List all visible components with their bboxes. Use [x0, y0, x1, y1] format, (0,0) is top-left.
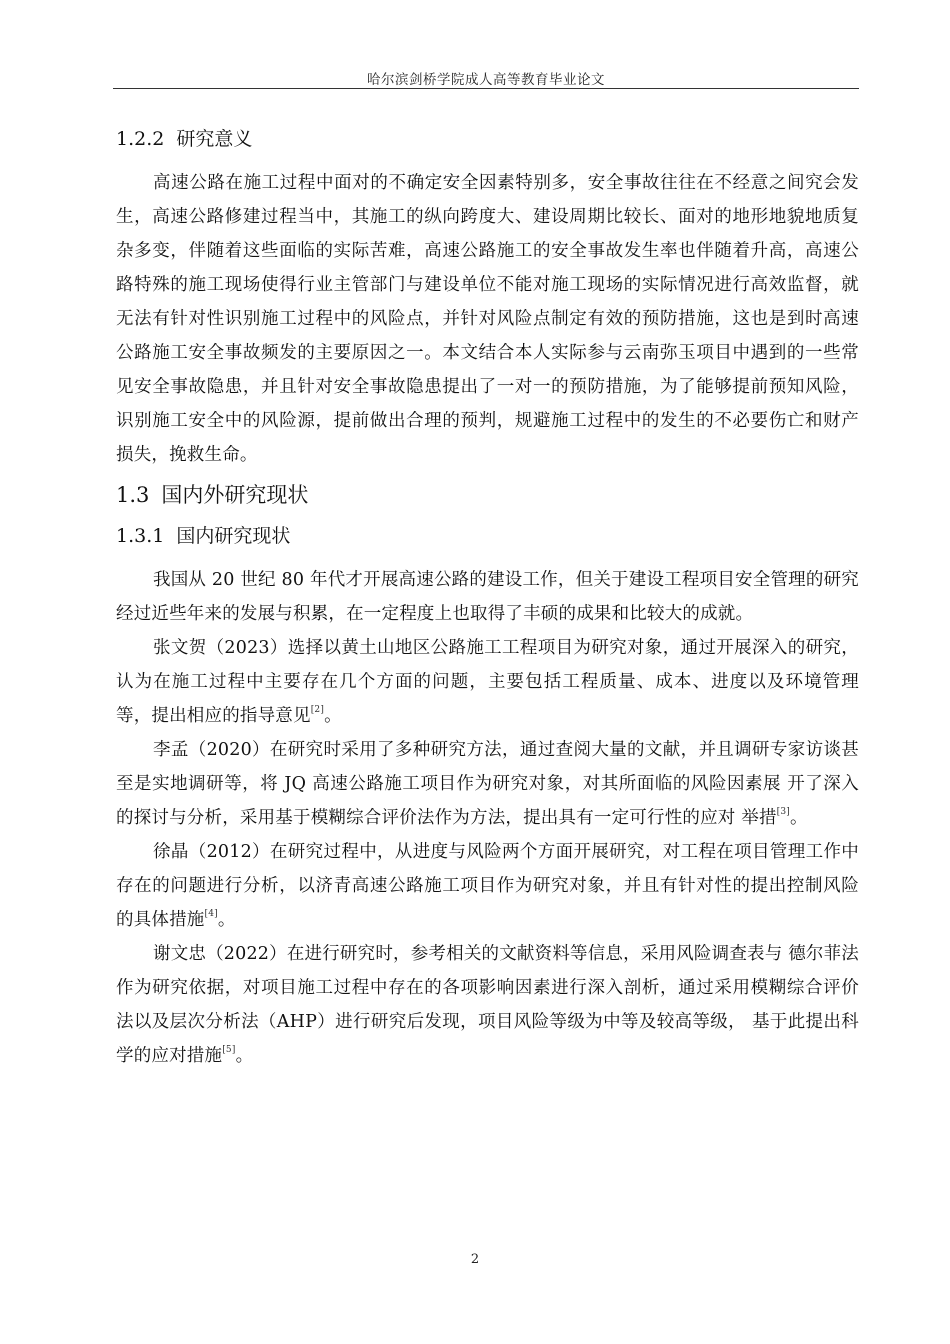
paragraph-text: 我国从 20 世纪 80 年代才开展高速公路的建设工作，但关于建设工程项目安全管理的研究经过近些年来的发展与积累，在一定程度上也取得了丰硕的成果和比较大的成就。	[116, 570, 859, 624]
paragraph-text: 徐晶（2012）在研究过程中，从进度与风险两个方面开展研究，对工程在项目管理工作中存在的问题进行分析，以济青高速公路施工项目作为研究对象，并且有针对性的提出控制风险的具体措施	[116, 842, 859, 930]
paragraph	[116, 631, 859, 733]
paragraph-text: 张文贺（2023）选择以黄土山地区公路施工工程项目为研究对象，通过开展深入的研究，认为在施工过程中主要存在几个方面的问题，主要包括工程质量、成本、进度以及环境管理等，提出相应的指导意见	[116, 638, 859, 726]
paragraph-tail: 。	[324, 706, 342, 726]
page-body	[116, 126, 859, 1073]
header-rule	[113, 88, 859, 89]
section-heading-1-3-1	[116, 523, 859, 549]
citation-ref: [3]	[776, 807, 791, 817]
paragraph-tail: 。	[790, 808, 808, 828]
paragraph	[116, 733, 859, 835]
paragraph	[116, 563, 859, 631]
page-header: 哈尔滨剑桥学院成人高等教育毕业论文	[367, 72, 605, 88]
paragraph-text: 李孟（2020）在研究时采用了多种研究方法，通过查阅大量的文献，并且调研专家访谈甚至是实地调研等，将 JQ 高速公路施工项目作为研究对象，对其所面临的风险因素展 开了深入的探讨与分析，采用基于模糊综合评价法作为方法，提出具有一定可行性的应对 举措	[116, 740, 859, 828]
citation-ref: [5]	[222, 1045, 236, 1055]
paragraph	[116, 835, 859, 937]
paragraph	[116, 937, 859, 1073]
section-number: 1.3.1	[116, 525, 165, 547]
section-number: 1.3	[116, 483, 150, 507]
citation-ref: [4]	[204, 909, 218, 919]
paragraph-tail: 。	[217, 910, 236, 930]
section-heading-1-2-2	[116, 126, 859, 152]
section-number: 1.2.2	[116, 128, 165, 150]
section-heading-1-3	[116, 481, 859, 509]
section-title: 研究意义	[176, 128, 253, 150]
citation-ref: [2]	[310, 705, 325, 715]
paragraph: 高速公路在施工过程中面对的不确定安全因素特别多，安全事故往往在不经意之间究会发生，高速公路修建过程当中，其施工的纵向跨度大、建设周期比较长、面对的地形地貌地质复杂多变，伴随着这些面临的实际苦难，高速公路施工的安全事故发生率也伴随着升高，高速公路特殊的施工现场使得行业主管部门与建设单位不能对施工现场的实际情况进行高效监督，就无法有针对性识别施工过程中的风险点，并针对风险点制定有效的预防措施，这也是到时高速公路施工安全事故频发的主要原因之一。本文结合本人实际参与云南弥玉项目中遇到的一些常见安全事故隐患，并且针对安全事故隐患提出了一对一的预防措施，为了能够提前预知风险，识别施工安全中的风险源，提前做出合理的预判，规避施工过程中的发生的不必要伤亡和财产损失，挽救生命。	[116, 173, 859, 465]
page-number: 2	[470, 1252, 480, 1267]
paragraph-text: 谢文忠（2022）在进行研究时，参考相关的文献资料等信息，采用风险调查表与 德尔菲法作为研究依据，对项目施工过程中存在的各项影响因素进行深入剖析，通过采用模糊综合评价法以及层次分析法（AHP）进行研究后发现，项目风险等级为中等及较高等级， 基于此提出科学的应对措施	[116, 944, 859, 1066]
section-title: 国内研究现状	[176, 525, 291, 547]
section-title: 国内外研究现状	[161, 483, 309, 507]
paragraph-tail: 。	[235, 1046, 254, 1066]
